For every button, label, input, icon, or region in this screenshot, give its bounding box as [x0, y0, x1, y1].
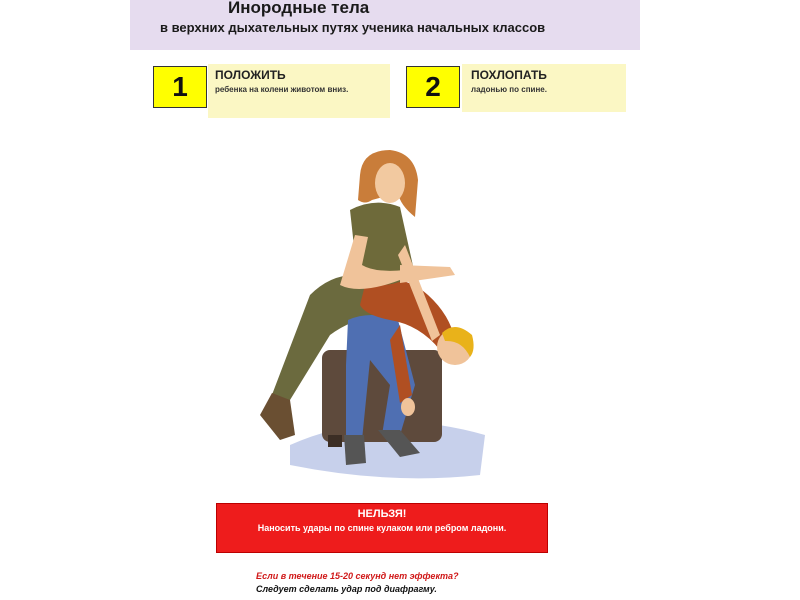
note-question: Если в течение 15-20 секунд нет эффекта?: [256, 571, 459, 581]
page-title: Инородные тела: [228, 0, 370, 17]
step-1-title: ПОЛОЖИТЬ: [215, 68, 286, 82]
first-aid-back-blows-illustration: [250, 145, 495, 485]
warning-title: НЕЛЬЗЯ!: [357, 508, 407, 520]
warning-box: [216, 503, 548, 553]
step-1-text: ребенка на колени животом вниз.: [215, 85, 349, 94]
step-1-number: 1: [153, 66, 207, 108]
step-2-text: ладонью по спине.: [471, 85, 547, 94]
page-subtitle: в верхних дыхательных путях ученика начальных классов: [160, 20, 546, 35]
warning-text: Наносить удары по спине кулаком или ребром ладони.: [257, 523, 507, 533]
step-2-title: ПОХЛОПАТЬ: [471, 68, 547, 82]
note-answer: Следует сделать удар под диафрагму.: [256, 584, 437, 594]
step-2-number: 2: [406, 66, 460, 108]
